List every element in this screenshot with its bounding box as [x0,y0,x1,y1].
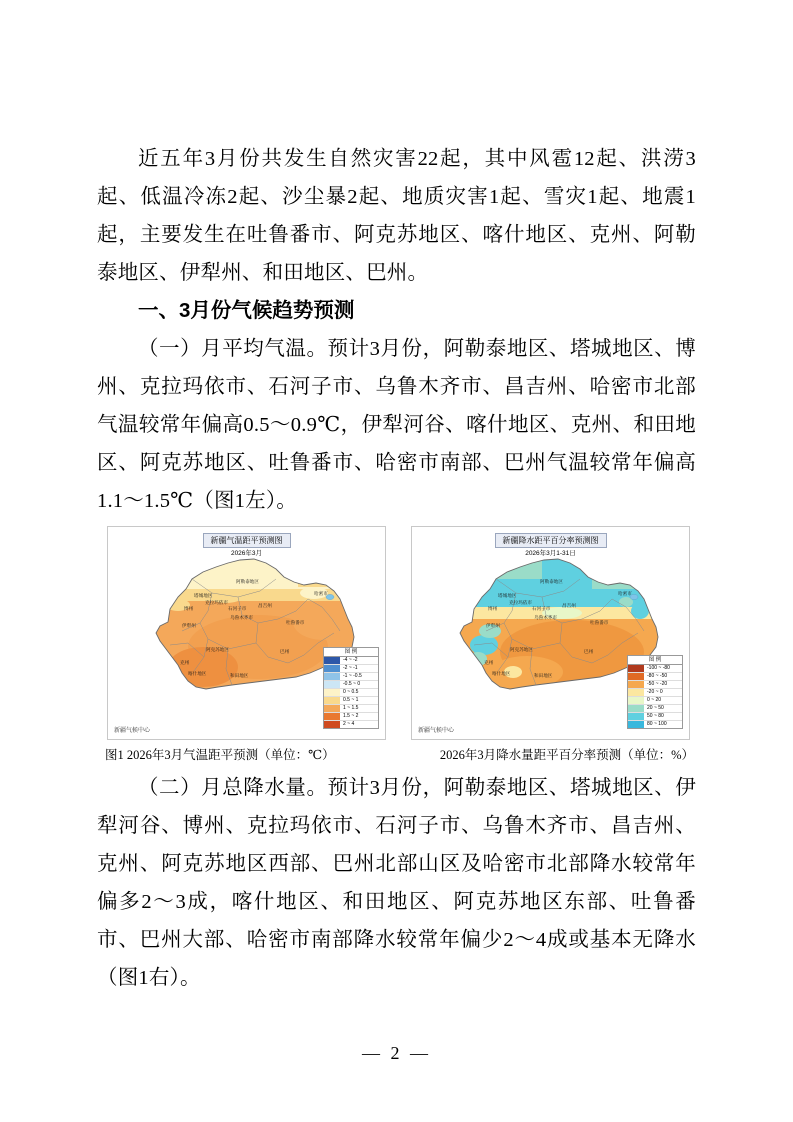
map-label-yili: 伊犁州 [486,623,500,628]
map-label-tacheng: 塔城地区 [194,593,213,598]
map-label-bozhou: 博州 [488,606,498,611]
map-label-changji: 昌吉州 [562,603,576,608]
legend-temperature [323,647,379,729]
map-title-left-line2: 2026年3月 [230,550,263,557]
map-label-hotan: 和田地区 [534,673,553,678]
map-credit-left: 新疆气候中心 [114,728,151,734]
map-label-karamay: 克拉玛依市 [205,600,228,605]
map-label-bozhou: 博州 [184,606,194,611]
legend-item: -1 ~ -0.5 [324,673,378,681]
map-label-shihezi: 石河子市 [228,606,247,611]
legend-item: 20 ~ 50 [628,705,682,713]
map-label-hami: 哈密市 [314,591,328,596]
paragraph-monthly-mean-temperature: （一）月平均气温。预计3月份，阿勒泰地区、塔城地区、博州、克拉玛依市、石河子市、乌鲁木齐市、昌吉州、哈密市北部气温较常年偏高0.5～0.9℃，伊犁河谷、喀什地区、克州、和田地区、阿克苏地区、吐鲁番市、哈密市南部、巴州气温较常年偏高1.1～1.5℃（图1左）。 [97,338,696,512]
section-heading-climate-forecast: 一、3月份气候趋势预测 [138,299,355,322]
legend-item: -20 ~ 0 [628,689,682,697]
map-label-altay: 阿勒泰地区 [540,579,563,584]
map-label-bazhou: 巴州 [280,649,290,654]
map-label-tacheng: 塔城地区 [498,593,517,598]
map-label-aksu: 阿克苏地区 [206,647,229,652]
legend-precipitation [627,655,683,729]
page-number: — 2 — [362,1043,431,1063]
map-label-turpan: 吐鲁番市 [286,620,305,625]
figure-caption-row [97,745,696,763]
map-label-hotan: 和田地区 [230,673,249,678]
map-label-aksu: 阿克苏地区 [510,647,533,652]
map-label-turpan: 吐鲁番市 [590,620,609,625]
map-label-karamay: 克拉玛依市 [509,600,532,605]
legend-item: -100 ~ -80 [628,665,682,673]
legend-item: 80 ~ 100 [628,721,682,728]
map-label-kashi: 喀什地区 [188,671,207,676]
paragraph-monthly-precipitation: （二）月总降水量。预计3月份，阿勒泰地区、塔城地区、伊犁河谷、博州、克拉玛依市、石河子市、乌鲁木齐市、昌吉州、克州、阿克苏地区西部、巴州北部山区及哈密市北部降水较常年偏多2～3成，喀什地区、和田地区、阿克苏地区东部、吐鲁番市、巴州大部、哈密市南部降水较常年偏少2～4成或基本无降水（图1右）。 [97,777,696,989]
map-label-altay: 阿勒泰地区 [236,579,259,584]
map-label-changji: 昌吉州 [258,603,272,608]
legend-item: 0.5 ~ 1 [324,697,378,705]
map-label-kezhou: 克州 [484,660,494,665]
map-title-right-line1: 新疆降水距平百分率预测图 [495,533,607,548]
legend-item: 2 ~ 4 [324,721,378,728]
legend-title-right: 图 例 [628,656,682,665]
map-label-shihezi: 石河子市 [532,606,551,611]
legend-item: 50 ~ 80 [628,713,682,721]
paragraph-disaster-summary: 近五年3月份共发生自然灾害22起，其中风雹12起、洪涝3起、低温冷冻2起、沙尘暴2起、地质灾害1起、雪灾1起、地震1起，主要发生在吐鲁番市、阿克苏地区、喀什地区、克州、阿勒泰地区、伊犁州、和田地区、巴州。 [97,148,696,284]
caption-right: 2026年3月降水量距平百分率预测（单位：%） [439,748,694,762]
legend-item: -50 ~ -20 [628,681,682,689]
legend-item: -4 ~ -2 [324,657,378,665]
legend-item: 1 ~ 1.5 [324,705,378,713]
map-label-kashi: 喀什地区 [492,671,511,676]
legend-item: 1.5 ~ 2 [324,713,378,721]
legend-title-left: 图 例 [324,648,378,657]
caption-left: 图1 2026年3月气温距平预测（单位：℃） [105,748,335,762]
map-title-right [495,533,607,558]
figure-temperature-anomaly-map [107,526,386,740]
figure-precipitation-anomaly-map [411,526,690,740]
map-title-left-line1: 新疆气温距平预测图 [203,533,291,548]
map-credit-right: 新疆气候中心 [418,728,455,734]
legend-item: -80 ~ -50 [628,673,682,681]
figure-row [97,526,696,740]
map-label-urumqi: 乌鲁木齐市 [230,615,253,620]
map-label-yili: 伊犁州 [182,623,196,628]
map-label-kezhou: 克州 [180,660,190,665]
legend-item: 0 ~ 20 [628,697,682,705]
legend-item: 0 ~ 0.5 [324,689,378,697]
legend-item: -0.5 ~ 0 [324,681,378,689]
map-title-right-line2: 2026年3月1-31日 [525,550,576,557]
map-title-left [203,533,291,558]
map-label-bazhou: 巴州 [584,649,594,654]
map-label-hami: 哈密市 [618,591,632,596]
map-label-urumqi: 乌鲁木齐市 [534,615,557,620]
legend-item: -2 ~ -1 [324,665,378,673]
